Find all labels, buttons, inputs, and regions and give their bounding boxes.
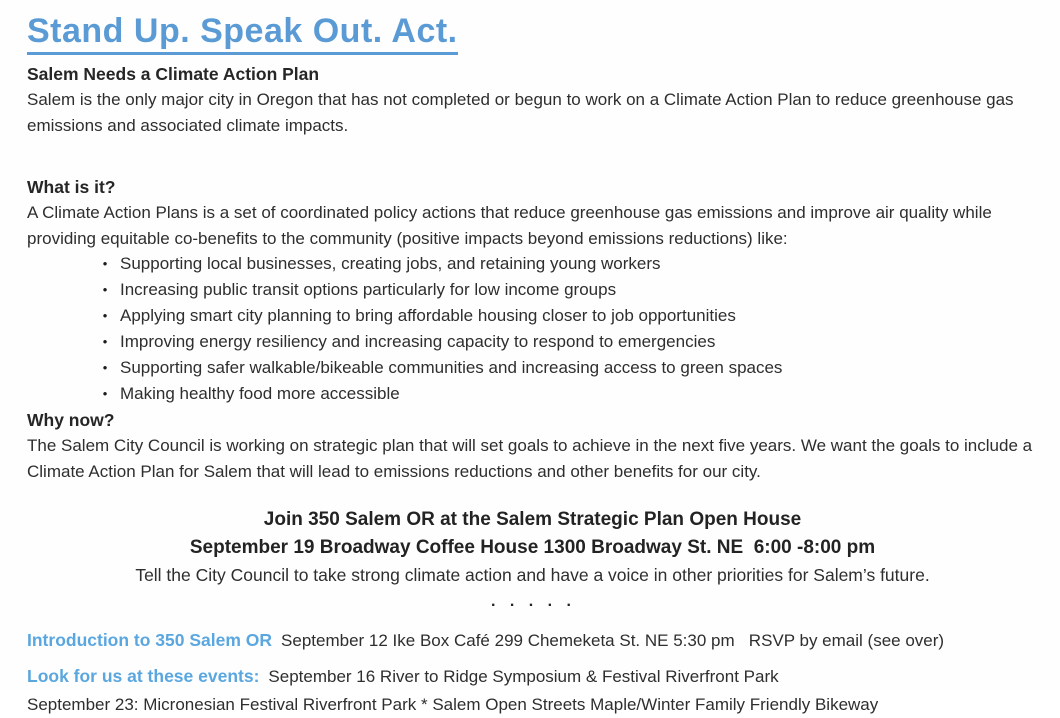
open-house-announcement <box>27 506 1038 588</box>
bullet-icon: • <box>102 308 108 323</box>
bullet-item <box>90 303 1038 329</box>
bullet-item <box>90 355 1038 381</box>
what-heading: What is it? <box>27 177 116 197</box>
bullet-text: Supporting safer walkable/bikeable communities and increasing access to green spaces <box>120 358 783 377</box>
what-paragraph: A Climate Action Plans is a set of coordinated policy actions that reduce greenhouse gas emissions and improve air quality while providing equitable co-benefits to the community (positive impacts beyond emissions reductions) like: <box>27 203 992 248</box>
open-house-datetime-line: September 19 Broadway Coffee House 1300 Broadway St. NE 6:00 -8:00 pm <box>189 537 876 558</box>
open-house-cta-line: Tell the City Council to take strong climate action and have a voice in other priorities for Salem’s future. <box>135 565 930 585</box>
bullet-text: Applying smart city planning to bring affordable housing closer to job opportunities <box>120 306 736 325</box>
events-label: Look for us at these events: <box>27 666 260 686</box>
bullet-text: Increasing public transit options particularly for low income groups <box>120 280 617 299</box>
benefits-bullet-list <box>27 251 1038 407</box>
dots-separator: . . . . . <box>490 593 574 610</box>
why-paragraph: The Salem City Council is working on strategic plan that will set goals to achieve in the next five years. We want the goals to include a Climate Action Plan for Salem that will lead to emissions reductions and other benefits for our city. <box>27 436 1033 481</box>
events-detail: September 16 River to Ridge Symposium & Festival Riverfront Park <box>268 667 779 686</box>
bullet-icon: • <box>102 334 108 349</box>
page-title: Stand Up. Speak Out. Act. <box>27 12 458 55</box>
intro-paragraph: Salem is the only major city in Oregon that has not completed or begun to work on a Climate Action Plan to reduce greenhouse gas emissions and associated climate impacts. <box>27 90 1014 135</box>
bullet-icon: • <box>102 256 108 271</box>
subtitle-heading: Salem Needs a Climate Action Plan <box>27 64 320 84</box>
intro-event-detail: September 12 Ike Box Café 299 Chemeketa St. NE 5:30 pm RSVP by email (see over) <box>281 631 945 650</box>
why-heading: Why now? <box>27 410 115 430</box>
bullet-icon: • <box>102 282 108 297</box>
bullet-text: Improving energy resiliency and increasing capacity to respond to emergencies <box>120 332 716 351</box>
bullet-icon: • <box>102 386 108 401</box>
bullet-icon: • <box>102 360 108 375</box>
page-title-row <box>27 10 1038 61</box>
bullet-item <box>90 381 1038 407</box>
bullet-text: Making healthy food more accessible <box>120 384 400 403</box>
bullet-item <box>90 329 1038 355</box>
intro-event-line <box>27 627 1038 654</box>
events-line <box>27 663 1038 690</box>
open-house-title-line: Join 350 Salem OR at the Salem Strategic Plan Open House <box>263 509 802 530</box>
intro-event-label: Introduction to 350 Salem OR <box>27 630 273 650</box>
bullet-item <box>90 251 1038 277</box>
bullet-text: Supporting local businesses, creating jobs, and retaining young workers <box>120 254 661 273</box>
events-extra-line: September 23: Micronesian Festival Riverfront Park * Salem Open Streets Maple/Winter Family Friendly Bikeway <box>27 695 879 714</box>
bullet-item <box>90 277 1038 303</box>
